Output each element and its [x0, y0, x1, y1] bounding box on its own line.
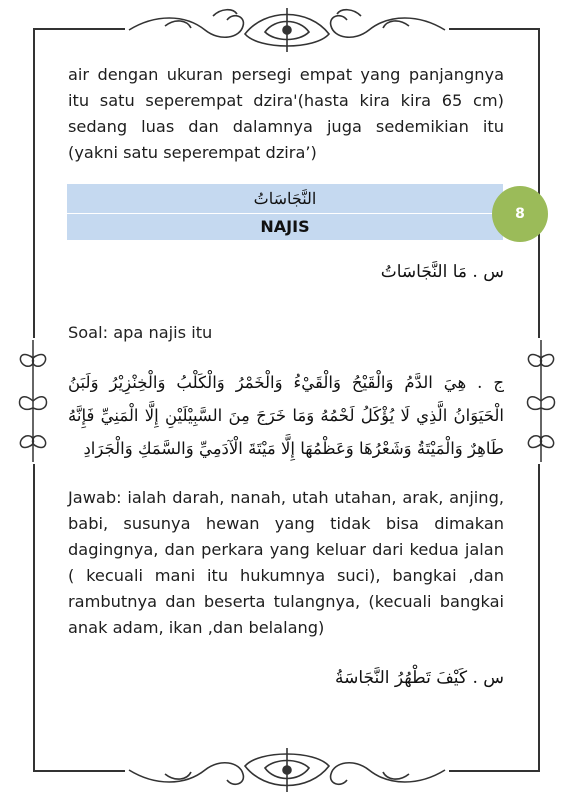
section-title: NAJIS — [260, 217, 310, 236]
ornament-right-icon — [520, 338, 562, 464]
ornament-left-icon — [12, 338, 54, 464]
ornament-top-icon — [125, 4, 449, 56]
section-title-bar — [67, 214, 503, 240]
question-arabic: س . مَا النَّجَاسَاتُ — [380, 262, 504, 282]
intro-paragraph: air dengan ukuran persegi empat yang panjangnya itu satu seperempat dzira'(hasta kira kira 65 cm) sedang luas dan dalamnya juga sedemikian itu (yakni satu seperempat dzira’) — [68, 65, 504, 162]
section-arabic-title: النَّجَاسَاتُ — [253, 189, 317, 208]
ornament-bottom-icon — [125, 744, 449, 796]
page-number-badge: 8 — [492, 186, 548, 242]
question-translation: Soal: apa najis itu — [68, 323, 213, 342]
answer-arabic: ج . هِيَ الدَّمُ وَالْقَيْحُ وَالْقَيْءُ وَالْخَمْرُ وَالْكَلْبُ وَالْخِنْزِيْرُ وَلَبَنُ الْحَيَوَانُ الَّذِي لَا يُؤْكَلُ لَحْمُهُ وَمَا خَرَجَ مِنَ السَّبِيْلَيْنِ إِلَّا الْمَنِيِّ فَإِنَّهُ طَاهِرٌ وَالْمَيْتَةُ وَشَعْرُهَا وَعَظْمُهَا إِلَّا مَيْتَةَ الْآدَمِيِّ وَالسَّمَكِ وَالْجَرَادِ — [68, 373, 504, 458]
section-arabic-title-bar — [67, 184, 503, 213]
next-question-arabic: س . كَيْفَ تَطْهُرُ النَّجَاسَةُ — [334, 668, 504, 688]
answer-translation: Jawab: ialah darah, nanah, utah utahan, arak, anjing, babi, susunya hewan yang tidak bisa dimakan dagingnya, dan perkara yang keluar dari kedua jalan ( kecuali mani itu hukumnya suci), bangkai ,dan rambutnya dan beserta tulangnya, (kecuali bangkai anak adam, ikan ,dan belalang) — [68, 488, 504, 637]
